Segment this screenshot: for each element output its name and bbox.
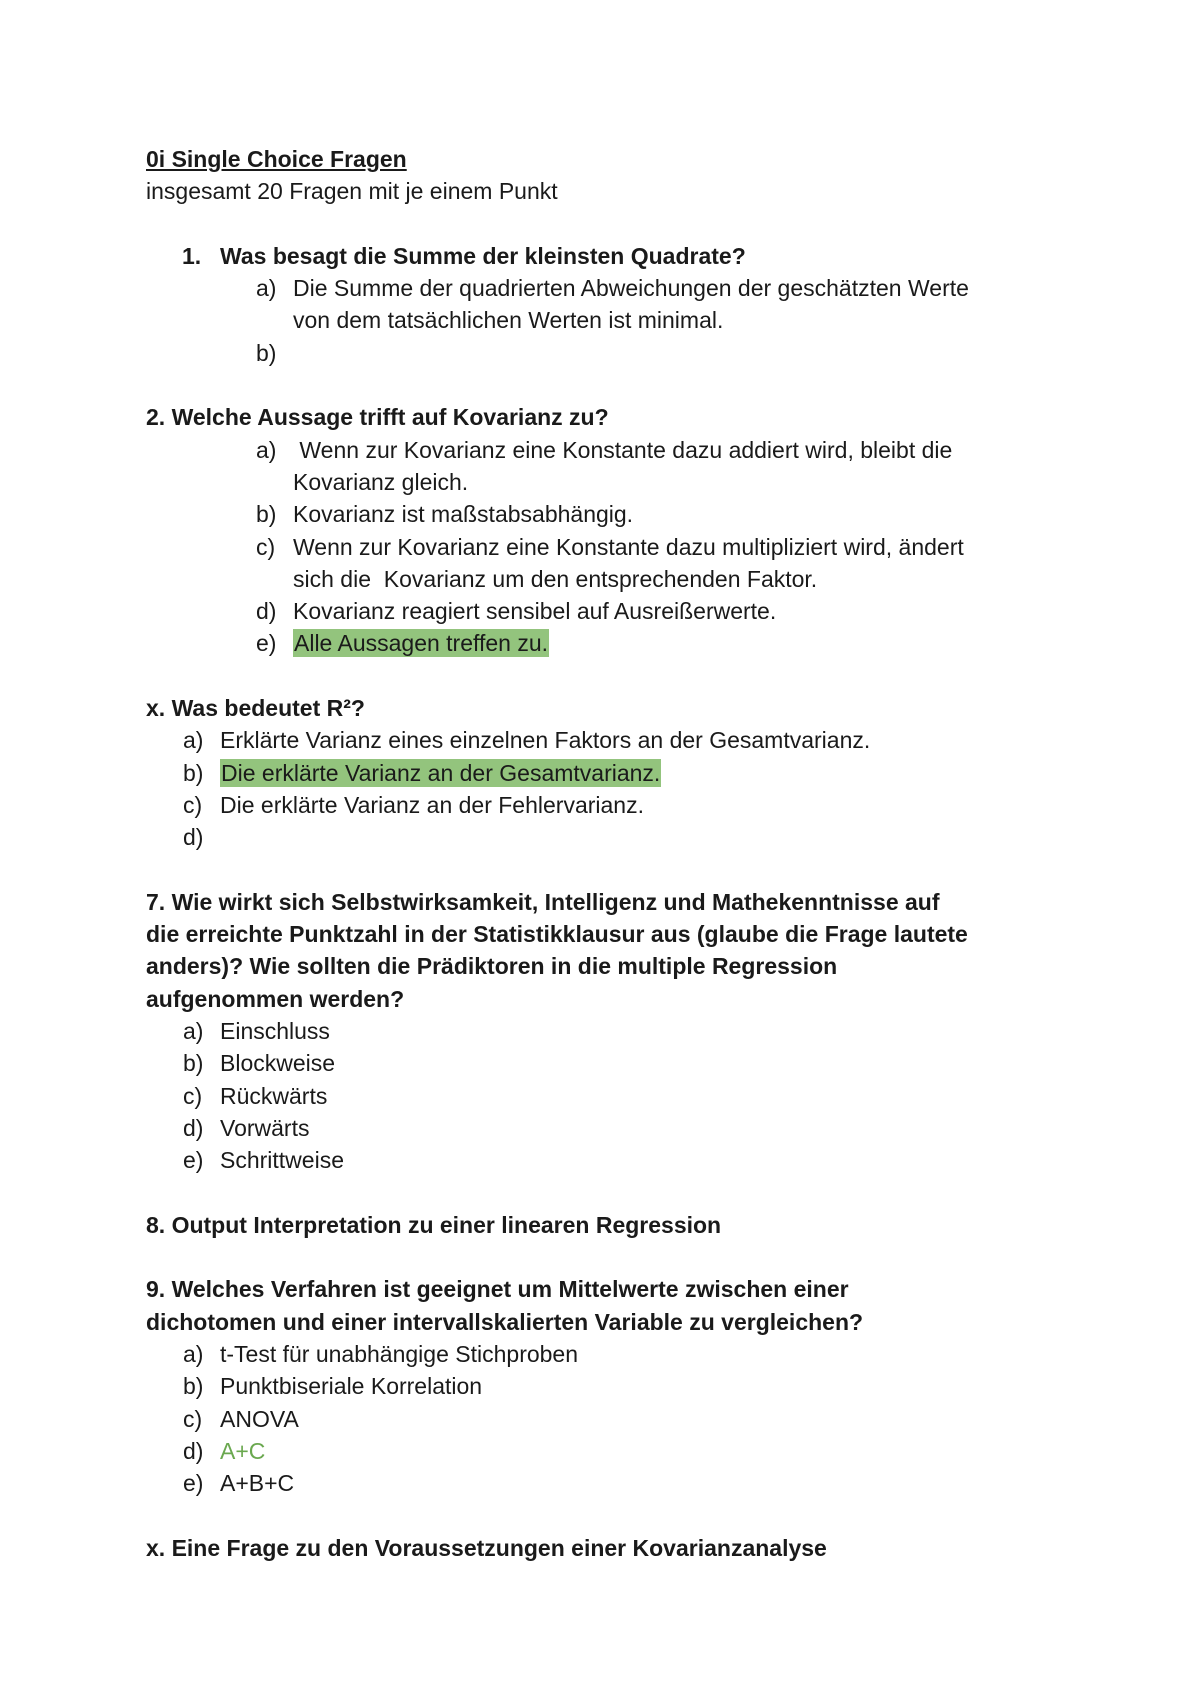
option-letter: a) (256, 275, 277, 302)
option-letter: b) (256, 501, 277, 528)
question-1 (146, 240, 1046, 272)
question-9-line-2: dichotomen und einer intervallskalierten Variable zu vergleichen? (146, 1308, 864, 1335)
option-text: Wenn zur Kovarianz eine Konstante dazu multipliziert wird, ändert (293, 533, 964, 560)
option-letter: b) (183, 1050, 204, 1077)
question-9-option-e (146, 1467, 1046, 1499)
question-9-option-c (146, 1403, 1046, 1435)
option-text: t-Test für unabhängige Stichproben (220, 1340, 579, 1367)
spacer (146, 660, 1046, 692)
option-letter: c) (183, 1082, 203, 1109)
spacer (146, 369, 1046, 401)
option-letter: e) (183, 1470, 204, 1497)
question-7-line-2: die erreichte Punktzahl in der Statistikklausur aus (glaube die Frage lautete (146, 921, 968, 948)
question-2-option-b (146, 498, 1046, 530)
option-text: Kovarianz ist maßstabsabhängig. (293, 501, 634, 528)
option-text: ANOVA (220, 1405, 299, 1432)
question-7-option-b (146, 1047, 1046, 1079)
option-text-continued: von dem tatsächlichen Werten ist minimal. (293, 307, 724, 334)
option-text: Schrittweise (220, 1147, 344, 1174)
question-2-option-a-continued (146, 466, 1046, 498)
highlighted-correct-answer: Die erklärte Varianz an der Gesamtvarianz. (221, 759, 661, 786)
option-text: Rückwärts (220, 1082, 328, 1109)
option-text: A+B+C (220, 1470, 295, 1497)
question-9-option-b (146, 1370, 1046, 1402)
option-letter: b) (256, 339, 277, 366)
question-9-line-1: 9. Welches Verfahren ist geeignet um Mittelwerte zwischen einer (146, 1276, 849, 1303)
option-letter: a) (183, 1018, 204, 1045)
option-text: Vorwärts (220, 1114, 310, 1141)
question-r-squared-option-a (146, 724, 1046, 756)
option-text-continued: Kovarianz gleich. (293, 468, 469, 495)
option-text: Die Summe der quadrierten Abweichungen der geschätzten Werte (293, 275, 969, 302)
question-9-option-d (146, 1435, 1046, 1467)
question-7-line-3: anders)? Wie sollten die Prädiktoren in die multiple Regression (146, 953, 838, 980)
option-letter: e) (183, 1147, 204, 1174)
document-title: 0i Single Choice Fragen (146, 146, 407, 172)
question-7-option-d (146, 1112, 1046, 1144)
question-r-squared-option-b (146, 757, 1046, 789)
question-kovarianzanalyse: x. Eine Frage zu den Voraussetzungen einer Kovarianzanalyse (146, 1534, 827, 1561)
question-1-option-a (146, 272, 1046, 304)
question-7-option-e (146, 1144, 1046, 1176)
question-r-squared-option-c (146, 789, 1046, 821)
option-text-correct: A+C (220, 1437, 266, 1464)
option-text: Die erklärte Varianz an der Fehlervarianz. (220, 791, 644, 818)
option-text: Blockweise (220, 1050, 336, 1077)
document-page (146, 143, 1046, 1564)
question-1-text: Was besagt die Summe der kleinsten Quadrate? (220, 242, 746, 269)
option-text: Wenn zur Kovarianz eine Konstante dazu addiert wird, bleibt die (293, 436, 953, 463)
option-letter: b) (183, 759, 204, 786)
spacer (146, 854, 1046, 886)
option-text: Punktbiseriale Korrelation (220, 1373, 483, 1400)
option-letter: c) (183, 1405, 203, 1432)
question-7-line-4: aufgenommen werden? (146, 985, 405, 1012)
question-2-option-a (146, 434, 1046, 466)
option-letter: d) (183, 1437, 204, 1464)
option-letter: e) (256, 630, 277, 657)
question-2-option-c-continued (146, 563, 1046, 595)
option-letter: b) (183, 1373, 204, 1400)
question-9-option-a (146, 1338, 1046, 1370)
question-2-option-d (146, 595, 1046, 627)
spacer (146, 1241, 1046, 1273)
spacer (146, 208, 1046, 240)
question-2-option-e (146, 627, 1046, 659)
question-r-squared: x. Was bedeutet R²? (146, 695, 365, 722)
question-8: 8. Output Interpretation zu einer linearen Regression (146, 1211, 722, 1238)
question-1-option-a-continued (146, 304, 1046, 336)
option-text: Einschluss (220, 1018, 330, 1045)
question-7-option-a (146, 1015, 1046, 1047)
option-letter: a) (256, 436, 277, 463)
highlighted-correct-answer: Alle Aussagen treffen zu. (294, 630, 549, 657)
question-2-option-c (146, 531, 1046, 563)
option-letter: c) (183, 791, 203, 818)
option-letter: d) (256, 598, 277, 625)
option-letter: d) (183, 1114, 204, 1141)
question-7-option-c (146, 1080, 1046, 1112)
option-letter: a) (183, 727, 204, 754)
document-subtitle: insgesamt 20 Fragen mit je einem Punkt (146, 178, 558, 205)
spacer (146, 1177, 1046, 1209)
option-letter: c) (256, 533, 276, 560)
spacer (146, 1499, 1046, 1531)
question-1-option-b (146, 337, 1046, 369)
option-letter: d) (183, 824, 204, 851)
question-1-number: 1. (182, 242, 202, 269)
option-letter: a) (183, 1340, 204, 1367)
question-7-line-1: 7. Wie wirkt sich Selbstwirksamkeit, Intelligenz und Mathekenntnisse auf (146, 888, 940, 915)
question-2: 2. Welche Aussage trifft auf Kovarianz zu? (146, 404, 609, 431)
option-text: Erklärte Varianz eines einzelnen Faktors an der Gesamtvarianz. (220, 727, 871, 754)
question-r-squared-option-d (146, 821, 1046, 853)
option-text: Kovarianz reagiert sensibel auf Ausreißerwerte. (293, 598, 777, 625)
option-text-continued: sich die Kovarianz um den entsprechenden Faktor. (293, 565, 818, 592)
